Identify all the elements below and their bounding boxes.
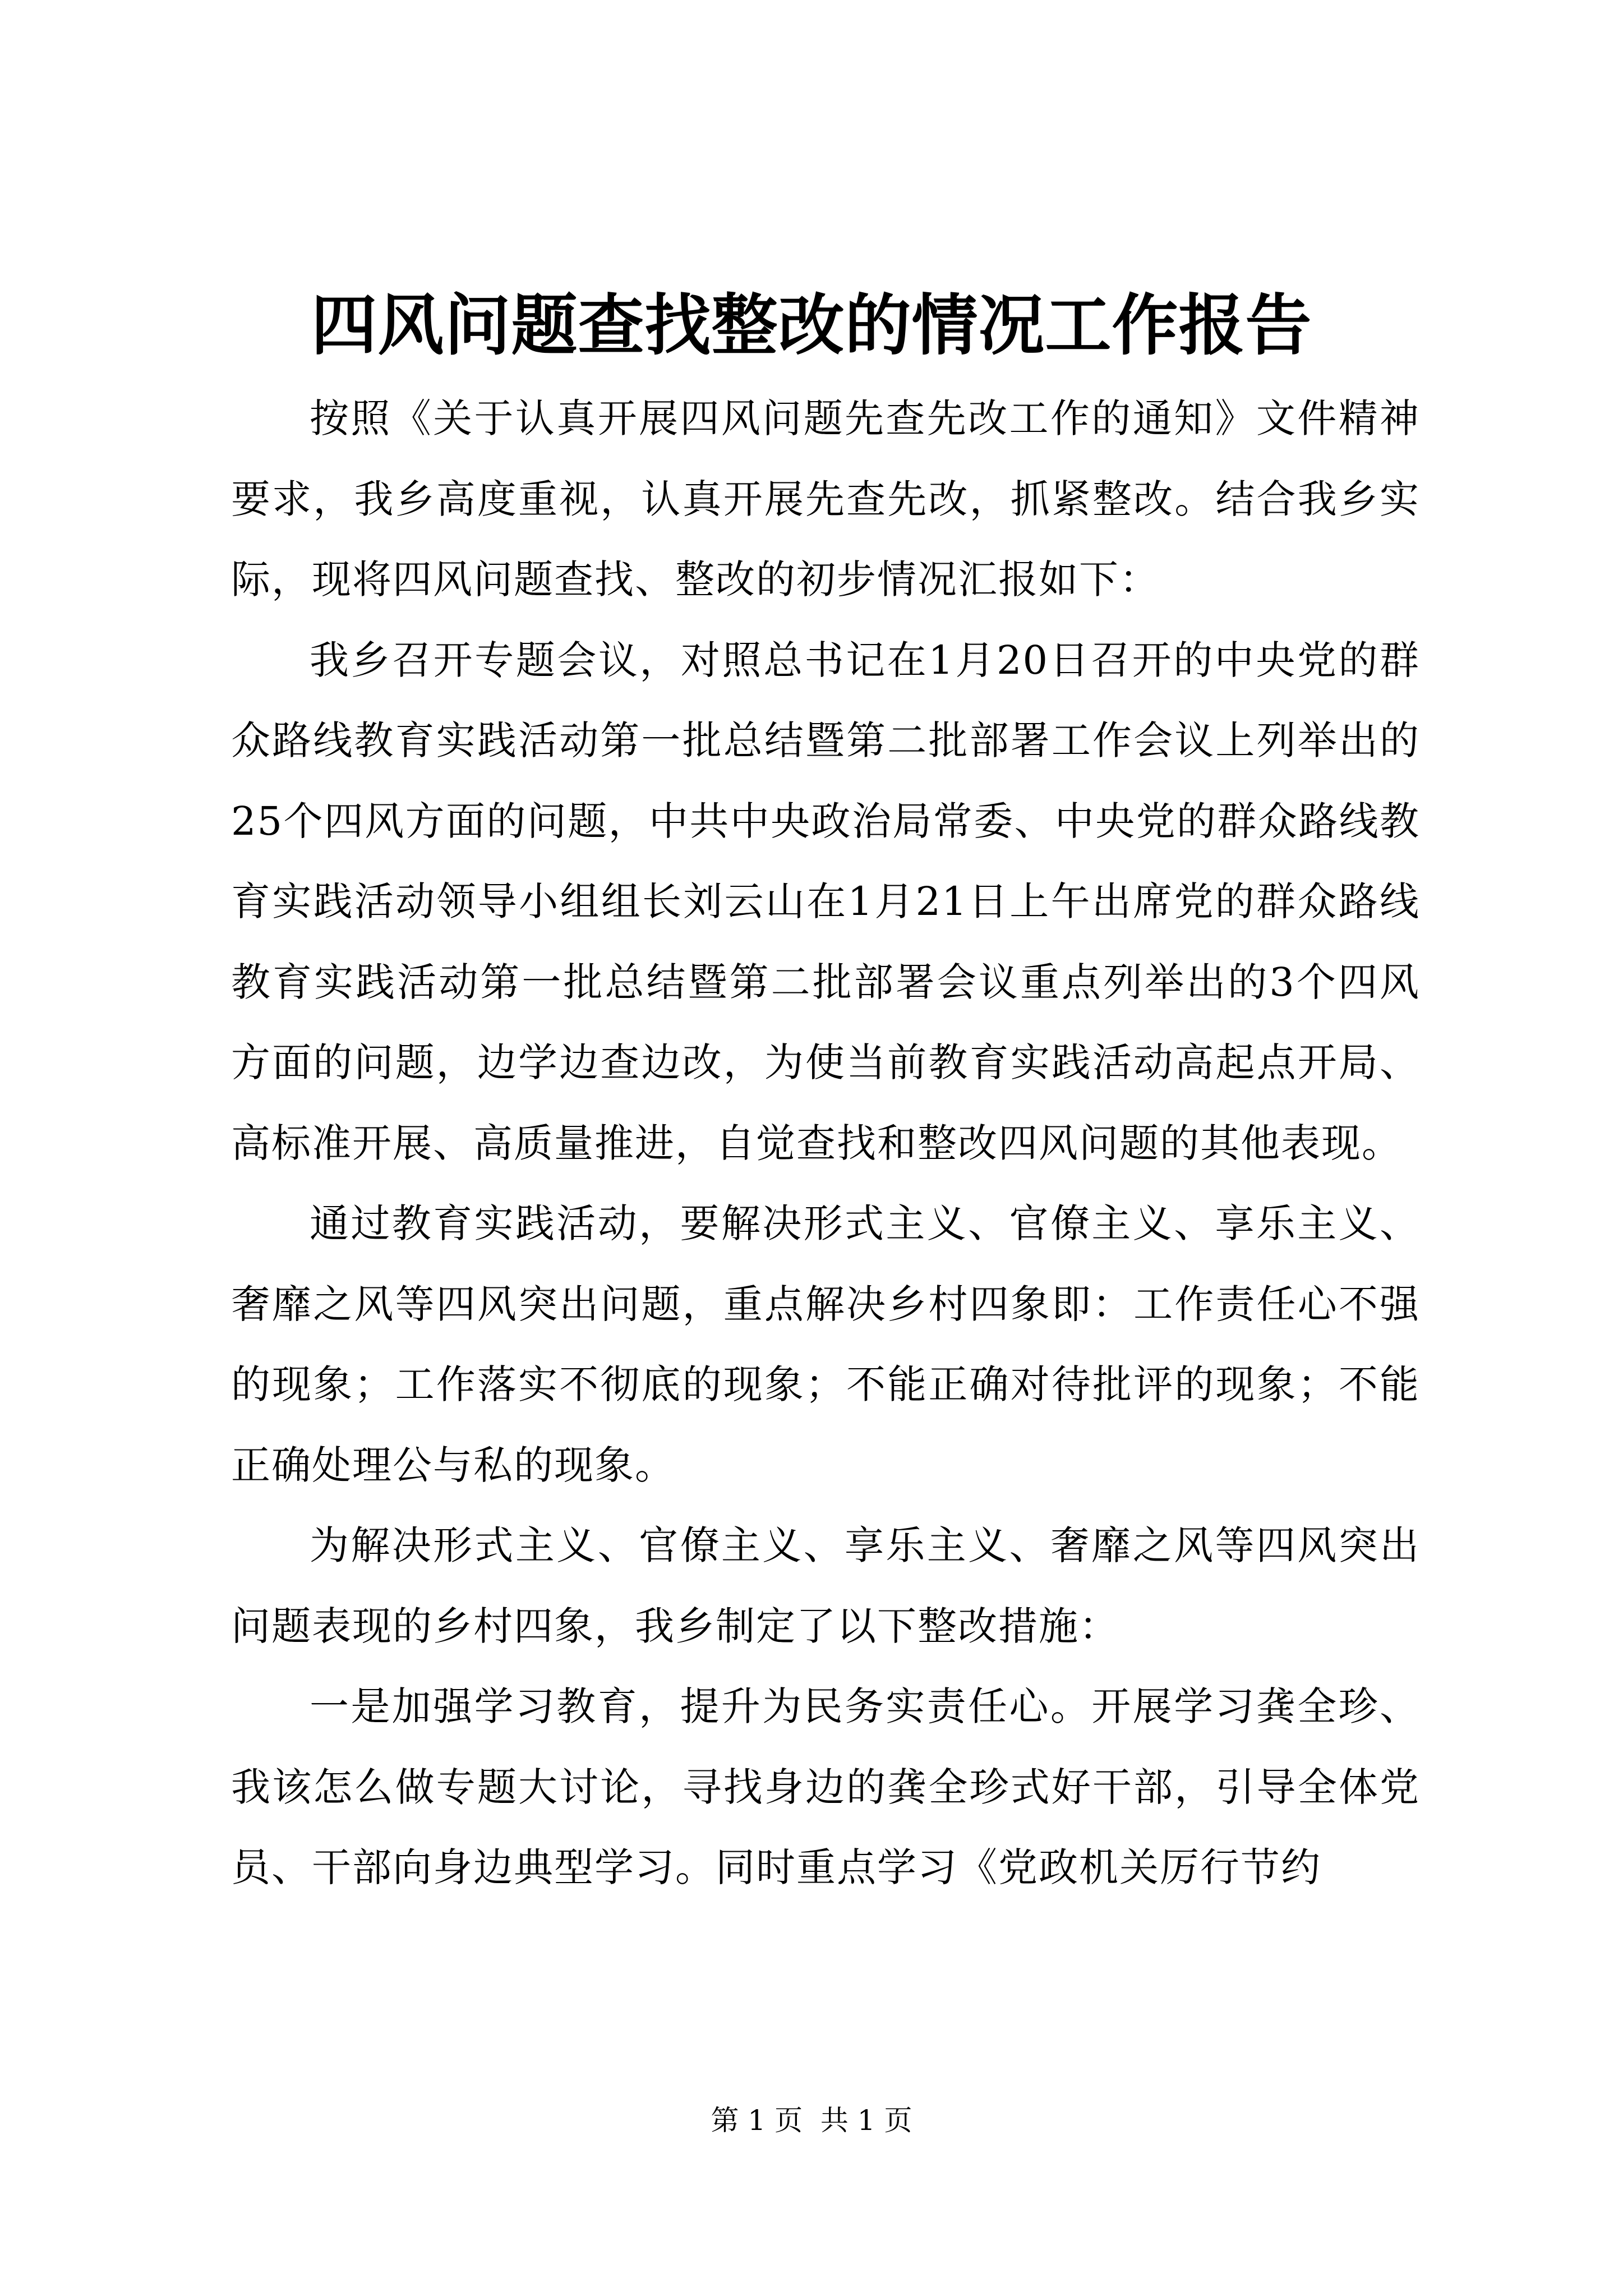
document-title: 四风问题查找整改的情况工作报告 [311,286,1312,364]
page-number-footer: 第 1 页 共 1 页 [711,2104,912,2137]
paragraph: 按照《关于认真开展四风问题先查先改工作的通知》文件精神要求，我乡高度重视，认真开展先查先改，抓紧整改。结合我乡实际，现将四风问题查找、整改的初步情况汇报如下： [231,395,1420,602]
paragraph: 一是加强学习教育，提升为民务实责任心。开展学习龚全珍、我该怎么做专题大讨论，寻找身边的龚全珍式好干部，引导全体党员、干部向身边典型学习。同时重点学习《党政机关厉行节约 [231,1683,1420,1890]
paragraph: 为解决形式主义、官僚主义、享乐主义、奢靡之风等四风突出问题表现的乡村四象，我乡制定了以下整改措施： [231,1522,1420,1649]
paragraph: 我乡召开专题会议，对照总书记在1月20日召开的中央党的群众路线教育实践活动第一批总结暨第二批部署工作会议上列举出的25个四风方面的问题，中共中央政治局常委、中央党的群众路线教育实践活动领导小组组长刘云山在1月21日上午出席党的群众路线教育实践活动第一批总结暨第二批部署会议重点列举出的3个四风方面的问题，边学边查边改，为使当前教育实践活动高起点开局、高标准开展、高质量推进，自觉查找和整改四风问题的其他表现。 [231,637,1420,1166]
paragraph: 通过教育实践活动，要解决形式主义、官僚主义、享乐主义、奢靡之风等四风突出问题，重点解决乡村四象即：工作责任心不强的现象；工作落实不彻底的现象；不能正确对待批评的现象；不能正确处理公与私的现象。 [231,1200,1420,1488]
document-body [231,379,1420,1908]
